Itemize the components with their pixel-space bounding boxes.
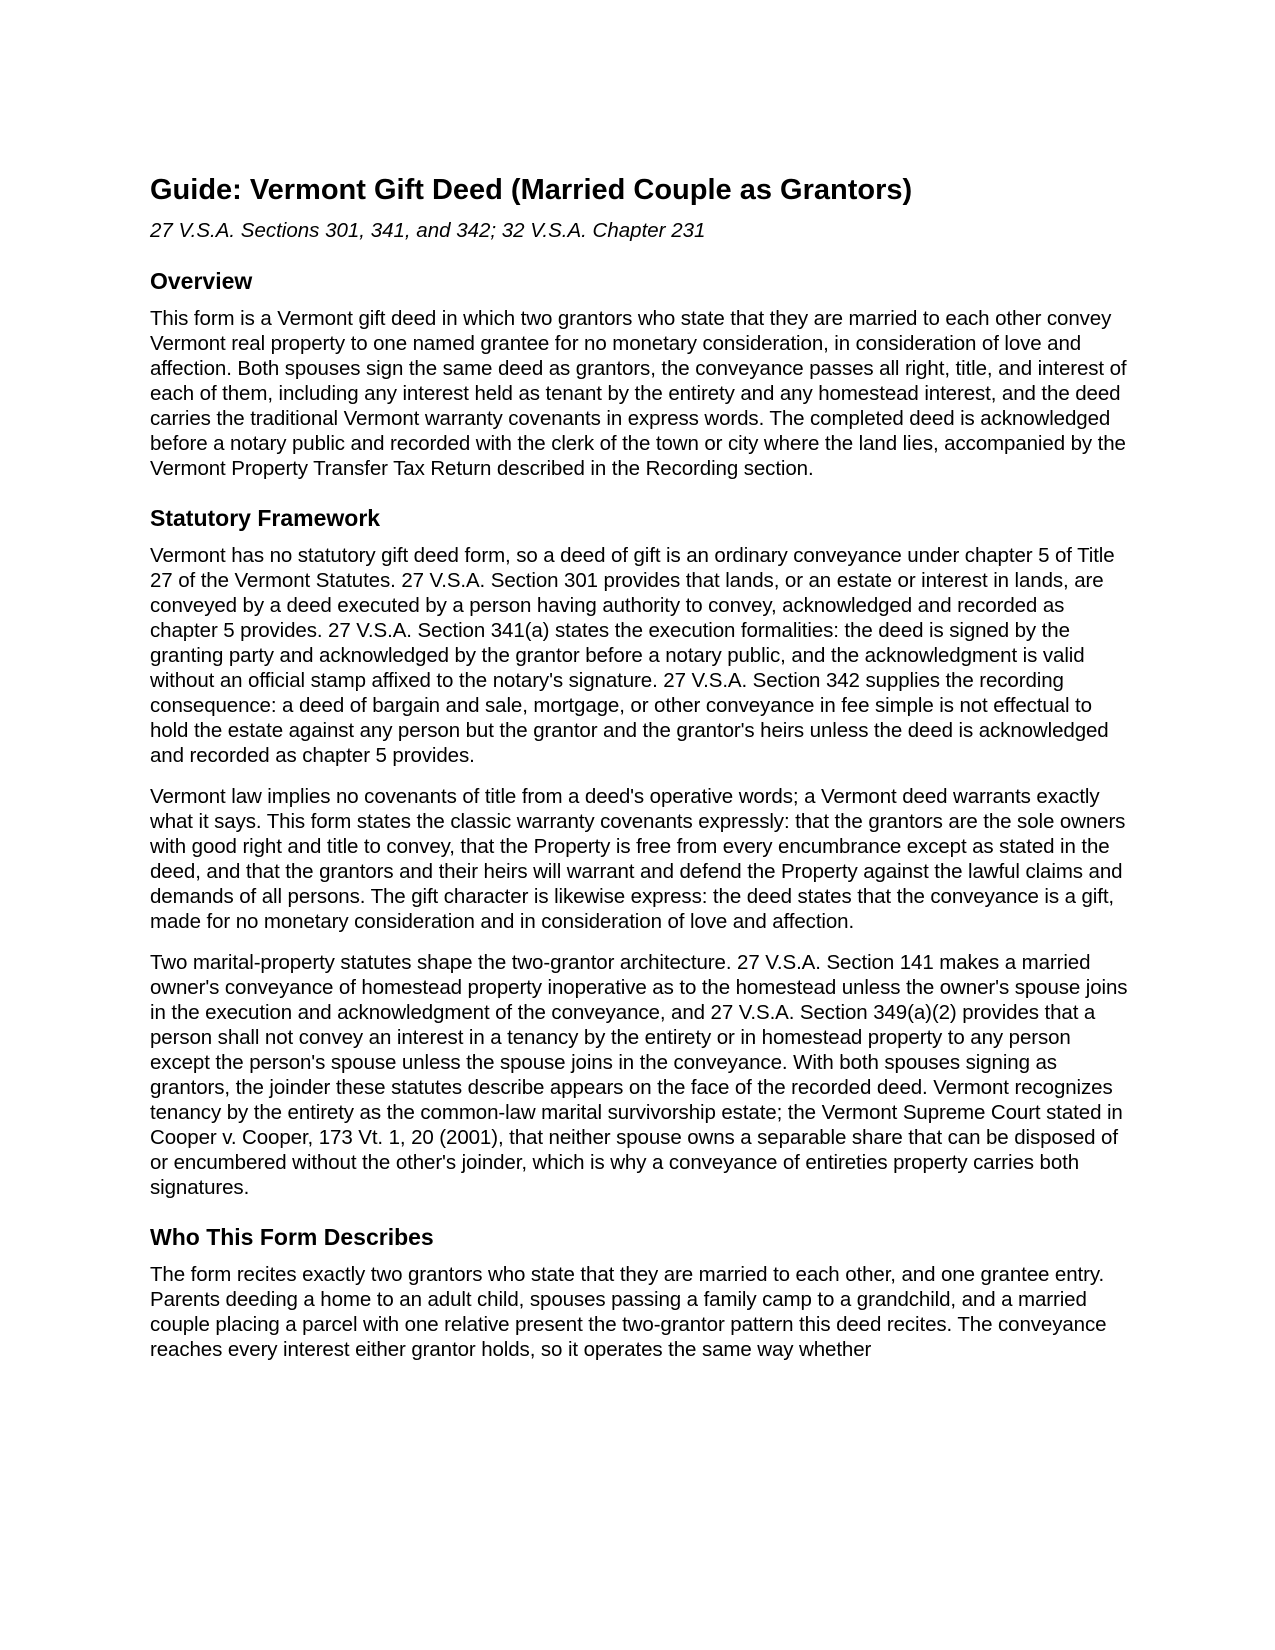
paragraph: Vermont has no statutory gift deed form, so a deed of gift is an ordinary conveyance under chapter 5 of Title 27 of the Vermont Statutes. 27 V.S.A. Section 301 provides that lands, or an estate or interest in lands, are conveyed by a deed executed by a person having authority to convey, acknowledged and recorded as chapter 5 provides. 27 V.S.A. Section 341(a) states the execution formalities: the deed is signed by the granting party and acknowledged by the grantor before a notary public, and the acknowledgment is valid without an official stamp affixed to the notary's signature. 27 V.S.A. Section 342 supplies the recording consequence: a deed of bargain and sale, mortgage, or other conveyance in fee simple is not effectual to hold the estate against any person but the grantor and the grantor's heirs unless the deed is acknowledged and recorded as chapter 5 provides. xyxy=(150,544,1115,767)
paragraph: This form is a Vermont gift deed in which two grantors who state that they are married to each other convey Vermont real property to one named grantee for no monetary consideration, in consideration of love and affection. Both spouses sign the same deed as grantors, the conveyance passes all right, title, and interest of each of them, including any interest held as tenant by the entirety and any homestead interest, and the deed carries the traditional Vermont warranty covenants in express words. The completed deed is acknowledged before a notary public and recorded with the clerk of the town or city where the land lies, accompanied by the Vermont Property Transfer Tax Return described in the Recording section. xyxy=(150,307,1127,480)
section-heading: Statutory Framework xyxy=(150,505,381,531)
section-statutory-framework xyxy=(150,503,1130,1200)
section-heading: Who This Form Describes xyxy=(150,1224,434,1250)
document-page xyxy=(150,172,1130,1362)
paragraph: The form recites exactly two grantors who state that they are married to each other, and one grantee entry. Parents deeding a home to an adult child, spouses passing a family camp to a grandchild, and a married couple placing a parcel with one relative present the two-grantor pattern this deed recites. The conveyance reaches every interest either grantor holds, so it operates the same way whether xyxy=(150,1263,1107,1361)
paragraph: Vermont law implies no covenants of title from a deed's operative words; a Vermont deed warrants exactly what it says. This form states the classic warranty covenants expressly: that the grantors are the sole owners with good right and title to convey, that the Property is free from every encumbrance except as stated in the deed, and that the grantors and their heirs will warrant and defend the Property against the lawful claims and demands of all persons. The gift character is likewise express: the deed states that the conveyance is a gift, made for no monetary consideration and in consideration of love and affection. xyxy=(150,785,1126,933)
document-title: Guide: Vermont Gift Deed (Married Couple as Grantors) xyxy=(150,174,913,206)
section-who-this-form-describes xyxy=(150,1222,1130,1362)
paragraph: Two marital-property statutes shape the two-grantor architecture. 27 V.S.A. Section 141 makes a married owner's conveyance of homestead property inoperative as to the homestead unless the owner's spouse joins in the execution and acknowledgment of the conveyance, and 27 V.S.A. Section 349(a)(2) provides that a person shall not convey an interest in a tenancy by the entirety or in homestead property to any person except the person's spouse unless the spouse joins in the conveyance. With both spouses signing as grantors, the joinder these statutes describe appears on the face of the recorded deed. Vermont recognizes tenancy by the entirety as the common-law marital survivorship estate; the Vermont Supreme Court stated in Cooper v. Cooper, 173 Vt. 1, 20 (2001), that neither spouse owns a separable share that can be disposed of or encumbered without the other's joinder, which is why a conveyance of entireties property carries both signatures. xyxy=(150,951,1128,1199)
section-heading: Overview xyxy=(150,268,253,294)
section-overview xyxy=(150,266,1130,481)
statute-citation: 27 V.S.A. Sections 301, 341, and 342; 32 V.S.A. Chapter 231 xyxy=(150,219,706,242)
